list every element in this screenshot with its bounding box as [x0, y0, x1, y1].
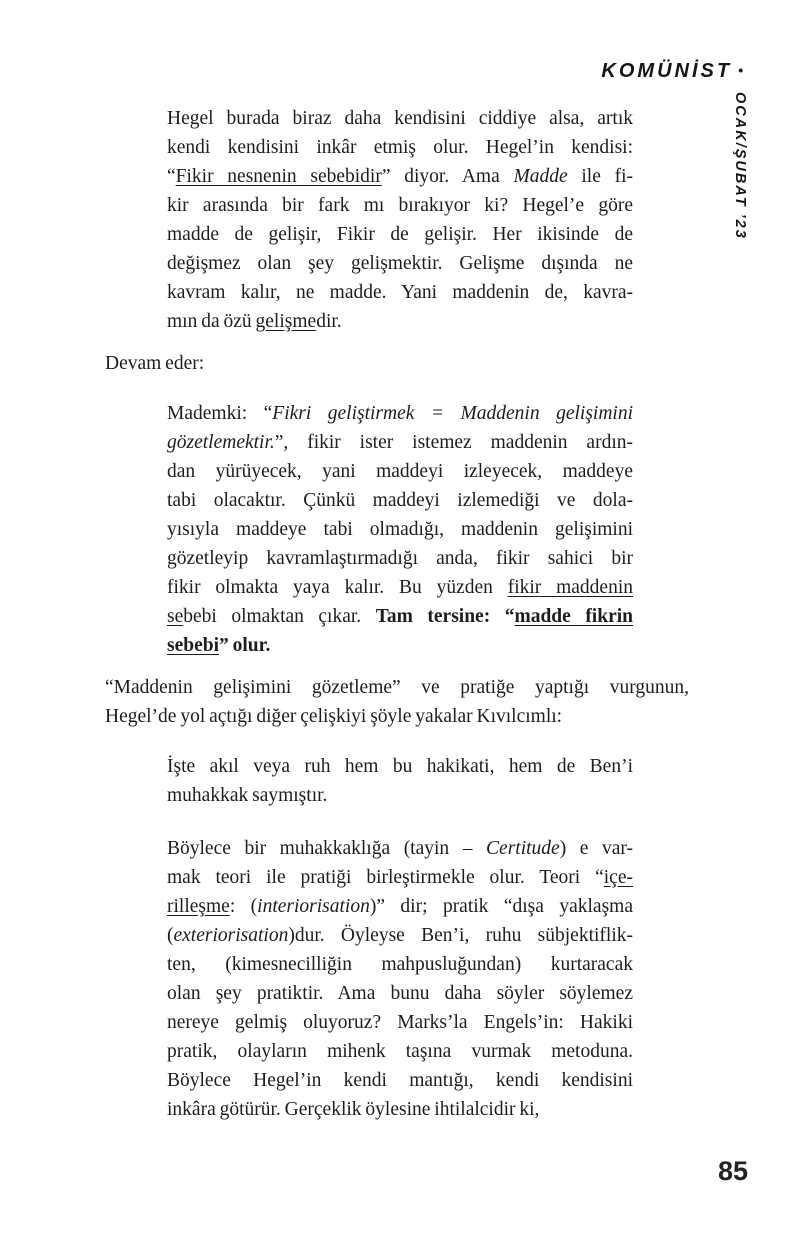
quote-block — [167, 399, 633, 660]
paragraph — [105, 349, 689, 378]
text-line — [167, 457, 633, 486]
text-segment: Mademki: “ — [167, 403, 273, 424]
text-line — [167, 781, 633, 810]
text-segment: Certitude — [486, 838, 560, 859]
text-segment: )” dir; pratik “dışa yaklaşma — [369, 896, 633, 917]
text-line — [167, 892, 633, 921]
text-segment: Fikri geliştirmek = Maddenin gelişimini — [272, 403, 633, 424]
text-line — [167, 631, 633, 660]
text-line — [167, 220, 633, 249]
text-segment: dan yürüyecek, yani maddeyi izleyecek, maddeye — [167, 461, 633, 482]
text-line — [167, 921, 633, 950]
magazine-title-text: KOMÜNİST — [601, 60, 733, 82]
text-segment: : ( — [229, 896, 258, 917]
page-content — [105, 104, 689, 1137]
text-segment: bebi olmaktan çıkar. — [183, 606, 376, 627]
text-line — [167, 1066, 633, 1095]
text-line — [167, 486, 633, 515]
text-segment: pratik, olayların mihenk taşına vurmak metoduna. — [167, 1041, 633, 1062]
text-segment: Tam tersine: “ — [375, 606, 515, 627]
text-segment: Hegel’de yol açtığı diğer çelişkiyi şöyle yakalar Kıvılcımlı: — [105, 706, 563, 727]
text-segment: ile fi- — [567, 166, 633, 187]
text-segment: ten, (kimesnecilliğin mahpusluğundan) kurtaracak — [167, 954, 633, 975]
text-segment: se — [167, 606, 184, 627]
text-line — [167, 1008, 633, 1037]
quote-block — [167, 834, 633, 1124]
text-segment: muhakkak saymıştır. — [167, 785, 328, 806]
text-segment: exteriorisation — [173, 925, 289, 946]
page-number: 85 — [717, 1156, 748, 1186]
text-segment: gelişme — [255, 311, 317, 332]
text-line — [167, 133, 633, 162]
text-segment: ( — [167, 925, 174, 946]
text-line — [167, 1037, 633, 1066]
text-line — [105, 349, 689, 378]
text-segment: olan şey pratiktir. Ama bunu daha söyler söylemez — [167, 983, 633, 1004]
text-line — [167, 399, 633, 428]
text-line — [167, 162, 633, 191]
text-segment: “ — [167, 166, 176, 187]
text-segment: Böylece bir muhakkaklığa (tayin – — [167, 838, 487, 859]
text-segment: nereye gelmiş oluyoruz? Marks’la Engels’in: Hakiki — [167, 1012, 633, 1033]
text-line — [167, 191, 633, 220]
text-segment: Böylece Hegel’in kendi mantığı, kendi kendisini — [167, 1070, 633, 1091]
text-line — [167, 834, 633, 863]
text-segment: İşte akıl veya ruh hem bu hakikati, hem de Ben’i — [167, 756, 633, 777]
text-line — [167, 249, 633, 278]
text-line — [167, 307, 633, 336]
text-line — [167, 752, 633, 781]
text-segment: içe- — [603, 867, 633, 888]
text-segment: Fikir nesnenin sebebidir — [175, 166, 382, 187]
text-segment: değişmez olan şey gelişmektir. Gelişme dışında ne — [167, 253, 633, 274]
text-segment: gözetleyip kavramlaştırmadığı anda, fikir sahici bir — [167, 548, 633, 569]
text-segment: dir. — [316, 311, 342, 332]
paragraph — [105, 673, 689, 731]
text-line — [167, 104, 633, 133]
text-segment: ” olur. — [219, 635, 271, 656]
text-segment: madde fikrin — [514, 606, 633, 627]
text-segment: ” diyor. Ama — [381, 166, 514, 187]
text-segment: sebebi — [167, 635, 220, 656]
text-line — [167, 515, 633, 544]
text-segment: rilleşme — [167, 896, 230, 917]
text-line — [167, 979, 633, 1008]
text-segment: “Maddenin gelişimini gözetleme” ve pratiğe yaptığı vurgunun, — [105, 677, 689, 698]
text-segment: mak teori ile pratiği birleştirmekle olur. Teori “ — [167, 867, 604, 888]
text-line — [105, 673, 689, 702]
quote-block — [167, 104, 633, 336]
text-segment: yısıyla maddeye tabi olmadığı, maddenin gelişimini — [167, 519, 633, 540]
text-line — [105, 702, 689, 731]
text-segment: mın da özü — [167, 311, 256, 332]
text-line — [167, 863, 633, 892]
text-segment: gözetlemektir. — [167, 432, 275, 453]
text-segment: Madde — [513, 166, 568, 187]
text-segment: Devam eder: — [105, 353, 205, 374]
text-line — [167, 544, 633, 573]
issue-date-vertical: OCAK/ŞUBAT ’23 — [732, 92, 748, 240]
text-segment: interiorisation — [257, 896, 370, 917]
text-segment: inkâra götürür. Gerçeklik öylesine ihtilalcidir ki, — [167, 1099, 540, 1120]
text-line — [167, 278, 633, 307]
text-segment: fikir olmakta yaya kalır. Bu yüzden — [167, 577, 508, 598]
text-line — [167, 428, 633, 457]
text-line — [167, 573, 633, 602]
quote-block — [167, 752, 633, 810]
magazine-title — [601, 60, 743, 83]
text-line — [167, 950, 633, 979]
text-segment: ) e var- — [559, 838, 633, 859]
text-line — [167, 1095, 633, 1124]
text-segment: kir arasında bir fark mı bırakıyor ki? Hegel’e göre — [167, 195, 633, 216]
text-segment: Hegel burada biraz daha kendisini ciddiye alsa, artık — [167, 108, 633, 129]
text-segment: kavram kalır, ne madde. Yani maddenin de, kavra- — [167, 282, 633, 303]
text-segment: ”, fikir ister istemez maddenin ardın- — [274, 432, 633, 453]
text-segment: kendi kendisini inkâr etmiş olur. Hegel’in kendisi: — [167, 137, 633, 158]
bullet-icon: • — [738, 62, 743, 78]
text-line — [167, 602, 633, 631]
text-segment: fikir maddenin — [507, 577, 634, 598]
text-segment: madde de gelişir, Fikir de gelişir. Her ikisinde de — [167, 224, 633, 245]
text-segment: )dur. Öyleyse Ben’i, ruhu sübjektiflik- — [288, 925, 633, 946]
text-segment: tabi olacaktır. Çünkü maddeyi izlemediği ve dola- — [167, 490, 633, 511]
